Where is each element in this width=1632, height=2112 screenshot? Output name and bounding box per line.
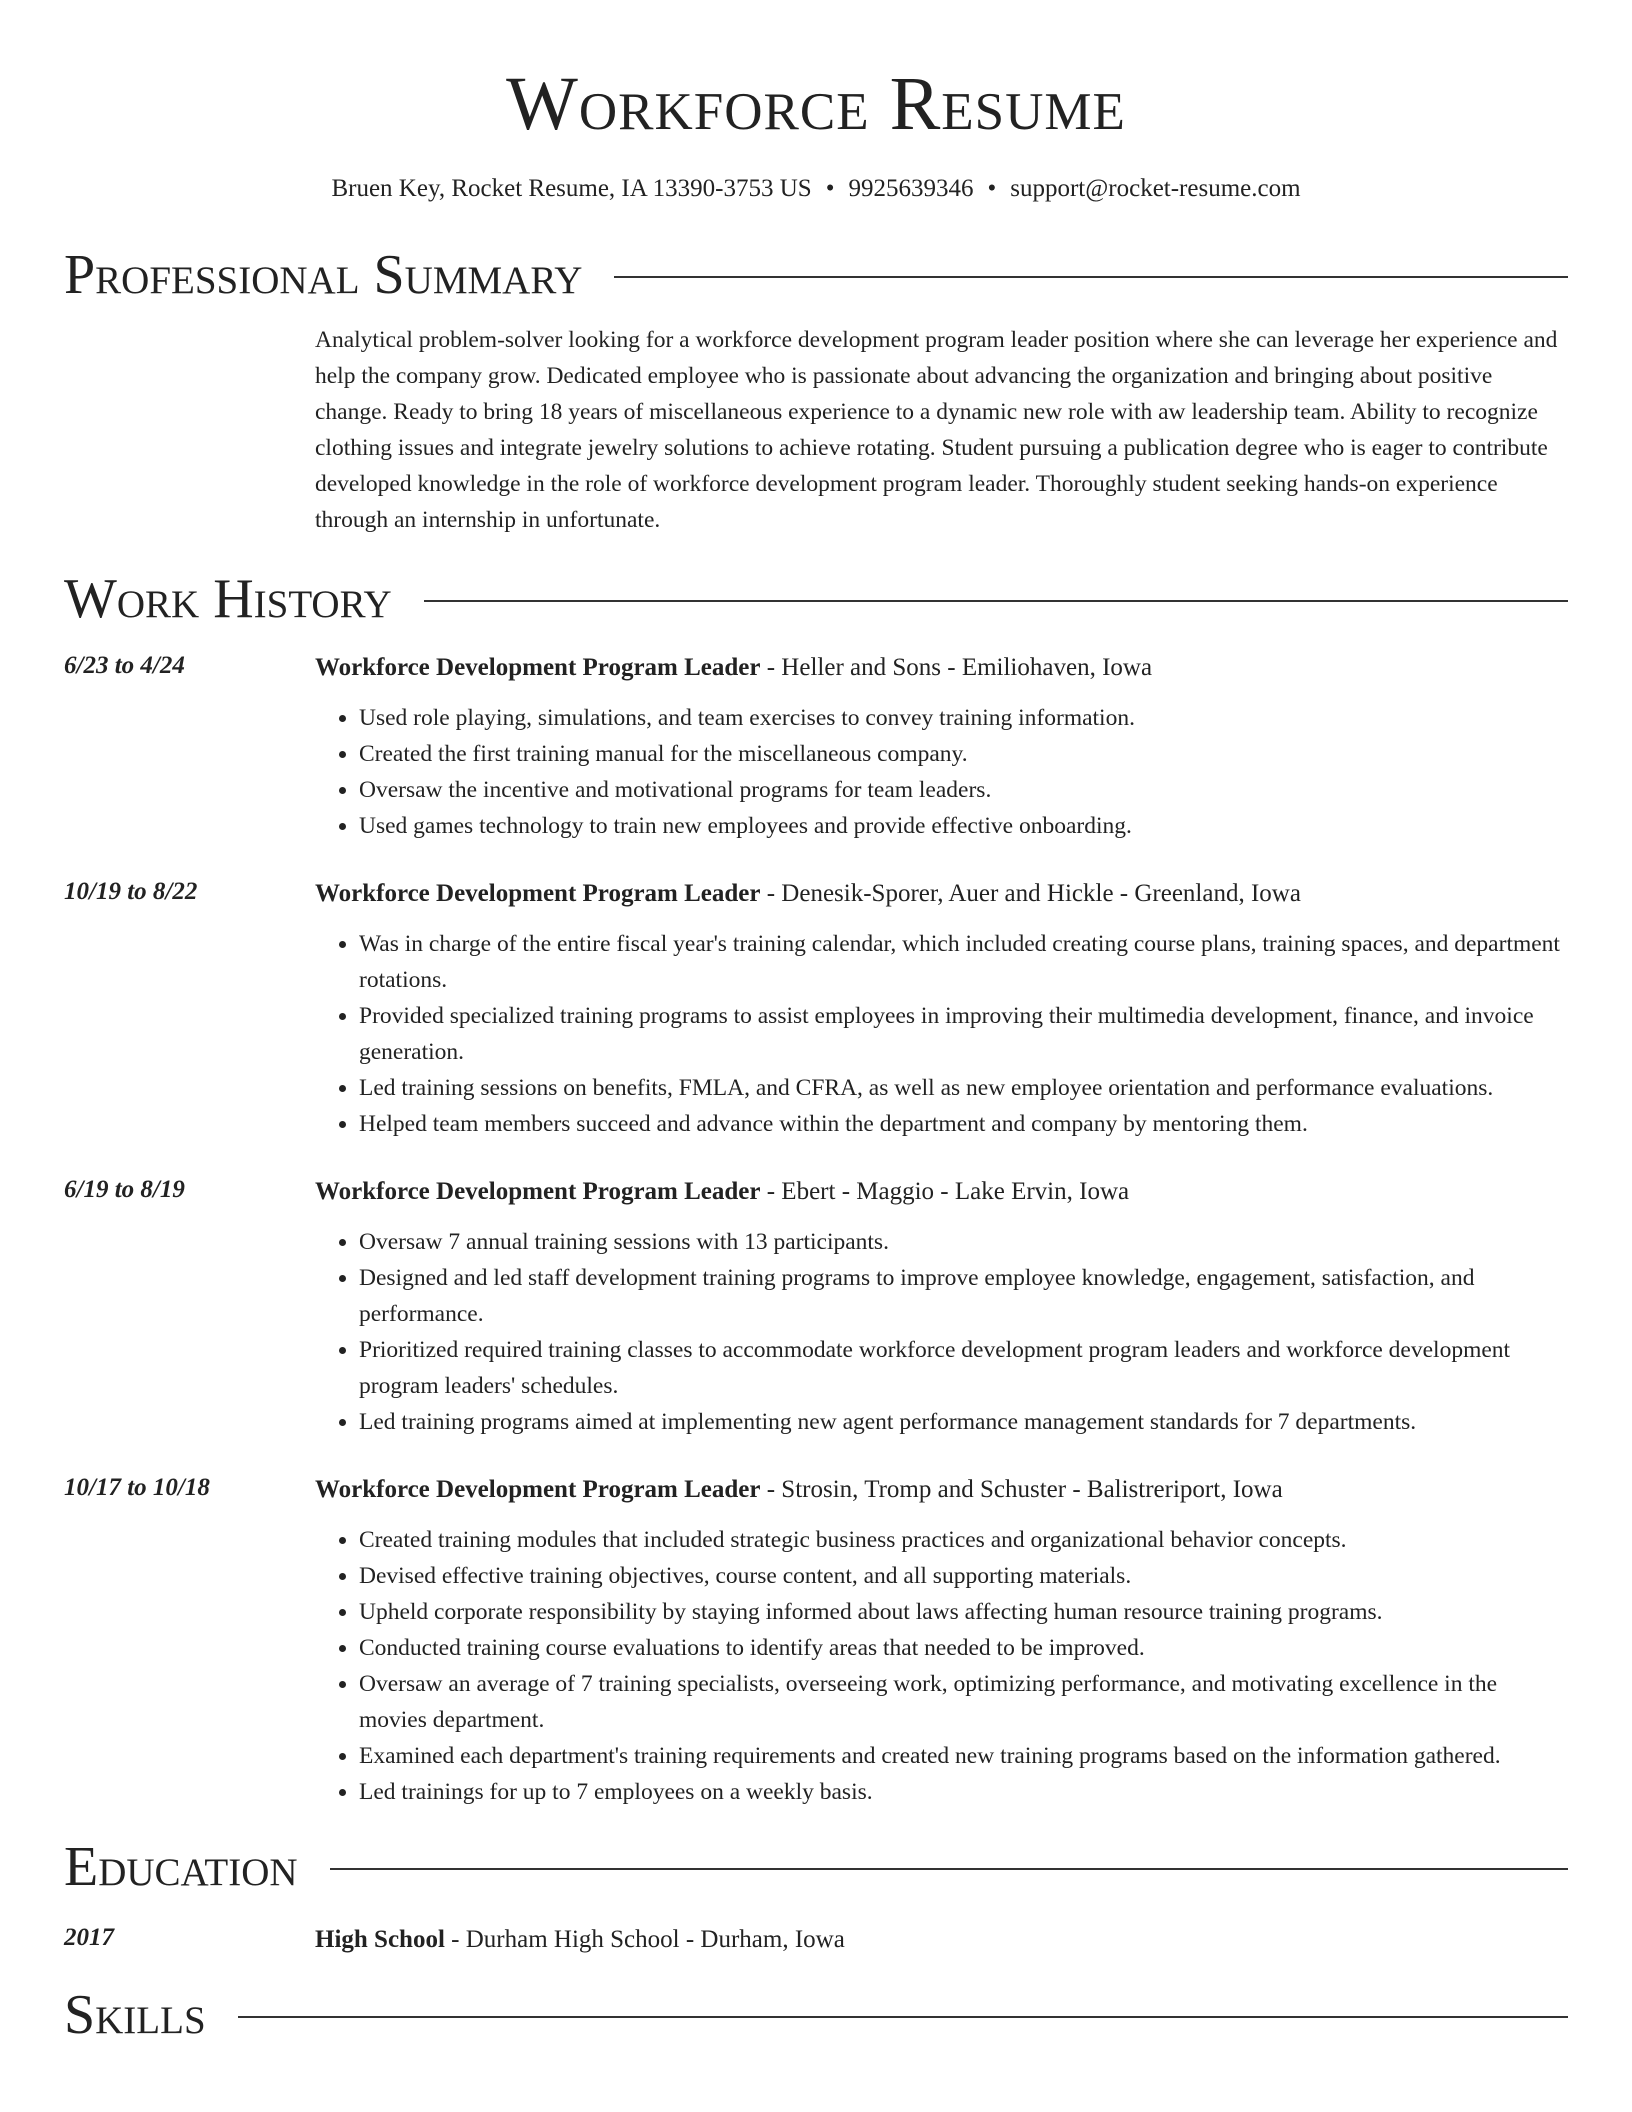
contact-line <box>64 172 1568 206</box>
summary-section-header <box>64 240 1568 310</box>
summary-text: Analytical problem-solver looking for a workforce development program leader position where she can leverage her experience and help the company grow. Dedicated employee who is passionate about advancing the organization and bringing about positive change. Ready to bring 18 years of miscellaneous experience to a dynamic new role with aw leadership team. Ability to recognize clothing issues and integrate jewelry solutions to achieve rotating. Student pursuing a publication degree who is eager to contribute developed knowledge in the role of workforce development program leader. Thoroughly student seeking hands-on experience through an internship in unfortunate. <box>315 327 1558 533</box>
job-dates: 6/19 to 8/19 <box>64 1176 185 1203</box>
contact-email[interactable]: support@rocket-resume.com <box>1010 175 1301 202</box>
job-title-line <box>315 874 1568 914</box>
job-details: - Denesik-Sporer, Auer and Hickle - Greenland, Iowa <box>760 880 1301 907</box>
education-section-header <box>64 1832 1568 1902</box>
job-bullet: • Examined each department's training requirements and created new training programs based on the information gathered. <box>359 1738 1568 1774</box>
summary-spacer <box>64 322 315 538</box>
job-bullet: • Prioritized required training classes to accommodate workforce development program leaders and workforce development program leaders' schedules. <box>359 1332 1568 1404</box>
job-bullet: • Oversaw an average of 7 training specialists, overseeing work, optimizing performance, and motivating excellence in the movies department. <box>359 1666 1568 1738</box>
resume-name: Workforce Resume <box>506 62 1126 146</box>
education-entry <box>64 1920 1568 1960</box>
job-bullet: • Devised effective training objectives, course content, and all supporting materials. <box>359 1558 1568 1594</box>
job-bullet: • Provided specialized training programs to assist employees in improving their multimedia development, finance, and invoice generation. <box>359 998 1568 1070</box>
job-bullet: • Led training programs aimed at implementing new agent performance management standards for 7 departments. <box>359 1404 1568 1440</box>
section-title-work-history: Work History <box>64 568 392 630</box>
section-title-summary: Professional Summary <box>64 244 583 306</box>
job-title-line <box>315 1470 1568 1510</box>
job-details: - Strosin, Tromp and Schuster - Balistreriport, Iowa <box>760 1476 1283 1503</box>
section-divider <box>238 2016 1568 2018</box>
job-bullet: • Oversaw the incentive and motivational programs for team leaders. <box>359 772 1568 808</box>
contact-separator: • <box>825 175 835 202</box>
job-bullets <box>315 1224 1568 1440</box>
job-details: - Heller and Sons - Emiliohaven, Iowa <box>760 654 1153 681</box>
job-bullet: • Created training modules that included strategic business practices and organizational behavior concepts. <box>359 1522 1568 1558</box>
job-dates: 6/23 to 4/24 <box>64 652 185 679</box>
job-entry <box>64 1470 1568 1810</box>
job-bullet: • Helped team members succeed and advance within the department and company by mentoring them. <box>359 1106 1568 1142</box>
summary-row <box>64 322 1568 538</box>
section-divider <box>614 276 1568 278</box>
job-title: Workforce Development Program Leader <box>315 880 761 907</box>
skills-section-header <box>64 1980 1568 2050</box>
job-bullets <box>315 926 1568 1142</box>
job-bullet: • Created the first training manual for the miscellaneous company. <box>359 736 1568 772</box>
job-bullet: • Led training sessions on benefits, FMLA, and CFRA, as well as new employee orientation and performance evaluations. <box>359 1070 1568 1106</box>
job-title: Workforce Development Program Leader <box>315 1178 761 1205</box>
job-title-line <box>315 648 1568 688</box>
job-dates: 10/19 to 8/22 <box>64 878 198 905</box>
job-details: - Ebert - Maggio - Lake Ervin, Iowa <box>760 1178 1130 1205</box>
work-section-header <box>64 564 1568 634</box>
job-title: Workforce Development Program Leader <box>315 1476 761 1503</box>
job-bullet: • Conducted training course evaluations to identify areas that needed to be improved. <box>359 1630 1568 1666</box>
contact-phone: 9925639346 <box>848 175 974 202</box>
job-bullet: • Upheld corporate responsibility by staying informed about laws affecting human resource training programs. <box>359 1594 1568 1630</box>
job-dates: 10/17 to 10/18 <box>64 1474 210 1501</box>
job-entry <box>64 874 1568 1142</box>
job-bullet: • Led trainings for up to 7 employees on a weekly basis. <box>359 1774 1568 1810</box>
job-bullet: • Was in charge of the entire fiscal year's training calendar, which included creating course plans, training spaces, and department rotations. <box>359 926 1568 998</box>
job-bullet: • Oversaw 7 annual training sessions with 13 participants. <box>359 1224 1568 1260</box>
contact-address: Bruen Key, Rocket Resume, IA 13390-3753 US <box>331 175 812 202</box>
job-bullet: • Used role playing, simulations, and team exercises to convey training information. <box>359 700 1568 736</box>
job-bullets <box>315 1522 1568 1810</box>
job-entry <box>64 1172 1568 1440</box>
resume-page <box>64 0 1568 2050</box>
job-entry <box>64 648 1568 844</box>
education-year: 2017 <box>64 1924 114 1951</box>
job-bullet: • Designed and led staff development training programs to improve employee knowledge, engagement, satisfaction, and performance. <box>359 1260 1568 1332</box>
job-title: Workforce Development Program Leader <box>315 654 761 681</box>
job-bullet: • Used games technology to train new employees and provide effective onboarding. <box>359 808 1568 844</box>
job-bullets <box>315 700 1568 844</box>
section-title-skills: Skills <box>64 1984 206 2046</box>
education-line <box>315 1920 1568 1960</box>
section-divider <box>424 600 1568 602</box>
contact-separator: • <box>987 175 997 202</box>
education-details: - Durham High School - Durham, Iowa <box>444 1926 845 1953</box>
job-title-line <box>315 1172 1568 1212</box>
education-degree: High School <box>315 1926 445 1953</box>
section-title-education: Education <box>64 1836 298 1898</box>
section-divider <box>330 1868 1568 1870</box>
